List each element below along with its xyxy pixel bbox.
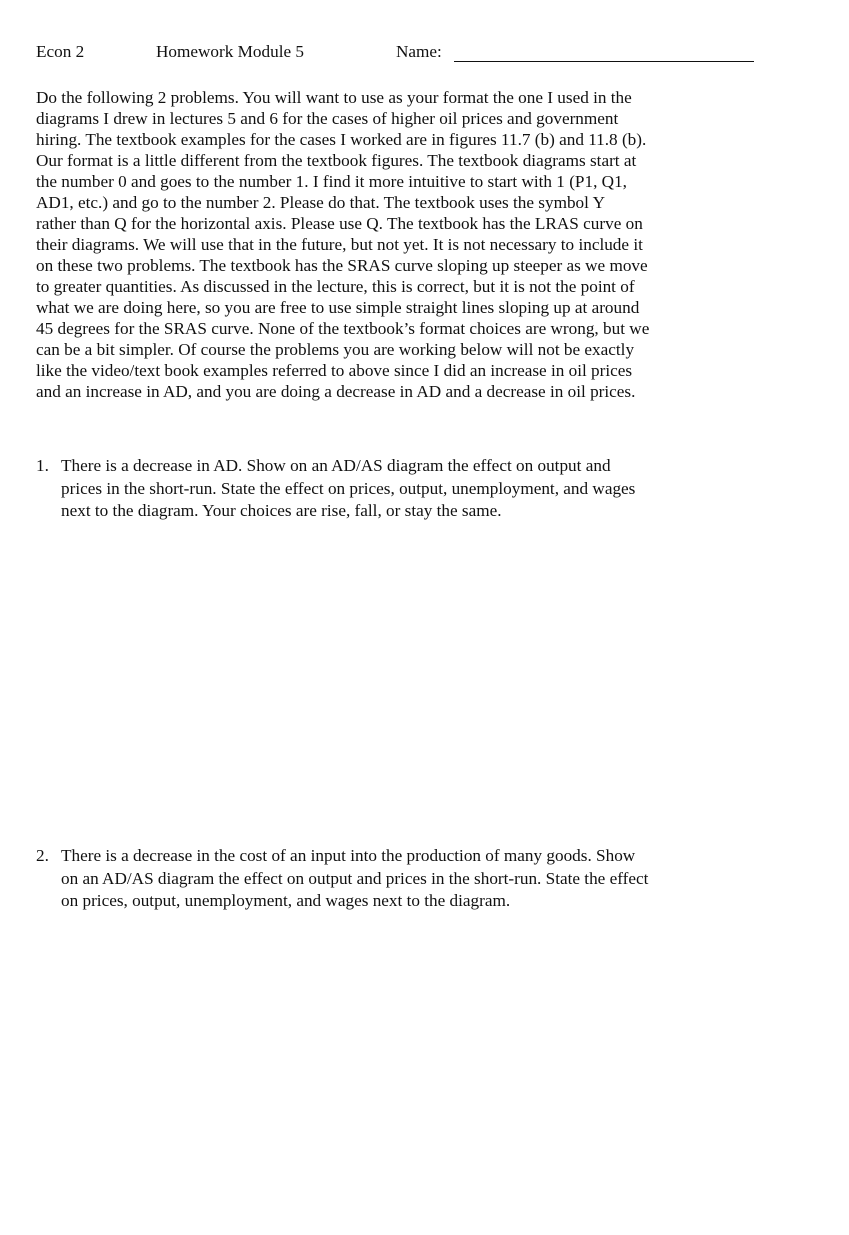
name-label: Name: bbox=[396, 42, 442, 61]
problem-line: prices in the short-run. State the effect on prices, output, unemployment, and wages bbox=[61, 478, 636, 498]
problem-line: There is a decrease in the cost of an input into the production of many goods. Show bbox=[61, 846, 636, 865]
name-blank-line bbox=[454, 61, 754, 62]
instructions-line: on these two problems. The textbook has the SRAS curve sloping up steeper as we move bbox=[36, 256, 648, 275]
instructions-paragraph bbox=[36, 87, 766, 402]
problem-line: next to the diagram. Your choices are rise, fall, or stay the same. bbox=[61, 501, 502, 520]
instructions-line: can be a bit simpler. Of course the problems you are working below will not be exactly bbox=[36, 340, 635, 359]
instructions-line: Our format is a little different from the textbook figures. The textbook diagrams start at bbox=[36, 151, 637, 170]
instructions-line: rather than Q for the horizontal axis. Please use Q. The textbook has the LRAS curve on bbox=[36, 214, 643, 233]
module-title: Homework Module 5 bbox=[156, 42, 304, 61]
problem-text bbox=[61, 455, 771, 523]
course-label: Econ 2 bbox=[36, 42, 85, 61]
document-header bbox=[36, 40, 796, 64]
instructions-line: diagrams I drew in lectures 5 and 6 for the cases of higher oil prices and government bbox=[36, 109, 619, 128]
instructions-line: and an increase in AD, and you are doing a decrease in AD and a decrease in oil prices. bbox=[36, 382, 636, 401]
instructions-line: 45 degrees for the SRAS curve. None of the textbook’s format choices are wrong, but we bbox=[36, 319, 650, 338]
instructions-line: AD1, etc.) and go to the number 2. Please do that. The textbook uses the symbol Y bbox=[36, 193, 605, 212]
instructions-line: their diagrams. We will use that in the future, but not yet. It is not necessary to include it bbox=[36, 235, 643, 254]
problem-text bbox=[61, 845, 771, 913]
problem-number: 1. bbox=[36, 456, 49, 475]
instructions-line: hiring. The textbook examples for the cases I worked are in figures 11.7 (b) and 11.8 (b). bbox=[36, 130, 647, 149]
problem-line: on prices, output, unemployment, and wages next to the diagram. bbox=[61, 891, 511, 910]
instructions-line: the number 0 and goes to the number 1. I find it more intuitive to start with 1 (P1, Q1, bbox=[36, 172, 627, 191]
problem-1 bbox=[36, 455, 776, 525]
problem-2 bbox=[36, 845, 776, 915]
problem-number: 2. bbox=[36, 846, 49, 865]
instructions-line: what we are doing here, so you are free to use simple straight lines sloping up at around bbox=[36, 298, 640, 317]
instructions-line: to greater quantities. As discussed in the lecture, this is correct, but it is not the point of bbox=[36, 277, 635, 296]
instructions-line: like the video/text book examples referred to above since I did an increase in oil prices bbox=[36, 361, 633, 380]
instructions-line: Do the following 2 problems. You will want to use as your format the one I used in the bbox=[36, 88, 632, 107]
problem-line: on an AD/AS diagram the effect on output and prices in the short-run. State the effect bbox=[61, 868, 649, 888]
problem-line: There is a decrease in AD. Show on an AD/AS diagram the effect on output and bbox=[61, 456, 611, 475]
